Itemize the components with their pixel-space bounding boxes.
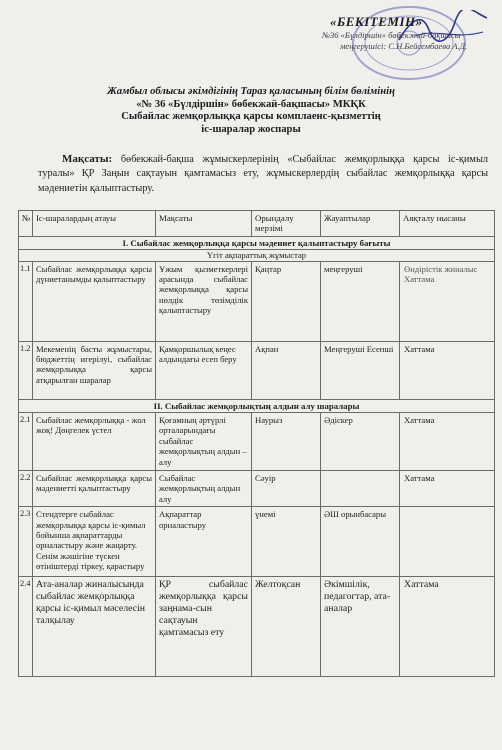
table-row (19, 413, 495, 471)
row-goal: Қамқоршылық кеңес алдындағы есеп беру (156, 341, 252, 399)
header-num: № (19, 211, 33, 237)
row-num: 2.1 (19, 413, 33, 471)
row-name: Сыбайлас жемқорлыққа - жол жоқ! Дөңгелек үстел (33, 413, 156, 471)
row-form: Хаттама (400, 471, 495, 507)
row-goal: Сыбайлас жемқорлықтың алдын алу (156, 471, 252, 507)
heading-line-2: «№ 36 «Бүлдіршін» бөбекжай-бақшасы» МКҚК (136, 98, 366, 110)
row-form: Хаттама (400, 413, 495, 471)
header-goal: Мақсаты (156, 211, 252, 237)
row-responsible (321, 471, 400, 507)
heading-line-1: Жамбыл облысы әкімдігінің Тараз қаласының білім бөлімінің (107, 86, 395, 97)
row-form: Өндірістік жиналыс Хаттама (400, 261, 495, 341)
row-responsible: Әкімшілік, педагогтар, ата-аналар (321, 577, 400, 677)
row-responsible: Әдіскер (321, 413, 400, 471)
row-responsible: Меңгеруші Есепші (321, 341, 400, 399)
goal-text: бөбекжай-бақша жұмыскерлерінің «Сыбайлас жемқорлыққа қарсы іс-қимыл туралы» ҚР Заңын сақтауын қамтамасыз ету, жұмыскерлердің сыбайлас жемқорлыққа қарсы мәдениетін қалыптастыру. (38, 154, 488, 194)
subsection-title-1: Үгіт ақпараттық жұмыстар (19, 250, 495, 261)
row-term: Наурыз (252, 413, 321, 471)
header-form: Аяқталу нысаны (400, 211, 495, 237)
goal-label: Мақсаты: (62, 153, 113, 165)
approval-line-1: №36 «Бүлдіршін» бөбекжай-бақшасы (322, 30, 461, 40)
row-term: үнемі (252, 507, 321, 577)
table-row (19, 341, 495, 399)
row-name: Мекеменің басты жұмыстары, бюджеттің игерілуі, сыбайлас жемқорлыққа қарсы атқарылған шаралар (33, 341, 156, 399)
table-row (19, 577, 495, 677)
header-name: Іс-шаралардың атауы (33, 211, 156, 237)
row-term: Қаңтар (252, 261, 321, 341)
section-title-1: І. Сыбайлас жемқорлыққа қарсы мәдениет қалыптастыру бағыты (19, 236, 495, 249)
table-header-row (19, 211, 495, 237)
heading-line-3: Сыбайлас жемқорлыққа қарсы комплаенс-қызметтің (121, 111, 381, 122)
goal-paragraph (38, 152, 488, 196)
row-name: Сыбайлас жемқорлыққа қарсы дүниетанымды қалыптастыру (33, 261, 156, 341)
row-goal: Ақпараттар орналастыру (156, 507, 252, 577)
row-form: Хаттама (400, 577, 495, 677)
row-term: Желтоқсан (252, 577, 321, 677)
row-goal: Ұжым қызметкерлері арасында сыбайлас жемқорлыққа қарсы нөлдік төзімділік қалыптастыру (156, 261, 252, 341)
row-responsible: меңгеруші (321, 261, 400, 341)
row-name: Стендтерге сыбайлас жемқорлыққа қарсы іс-қимыл бойынша ақпараттарды орналастыру және жаңарту. Сенім жәшігіне түскен өтініштерді тіркеу, қарастыру (33, 507, 156, 577)
row-term: Сәуір (252, 471, 321, 507)
row-num: 1.1 (19, 261, 33, 341)
row-num: 1.2 (19, 341, 33, 399)
heading-line-4: іс-шаралар жоспары (201, 123, 301, 135)
subsection-row-1 (19, 250, 495, 261)
row-goal: Қоғамның әртүрлі орталарындағы сыбайлас жемқорлықтың алдын – алу (156, 413, 252, 471)
section-row-2 (19, 399, 495, 412)
header-responsible: Жауаптылар (321, 211, 400, 237)
table-row (19, 507, 495, 577)
approval-line-2: меңгерушісі: С.Н.Бейсембаева А.Д. (340, 41, 468, 51)
row-num: 2.2 (19, 471, 33, 507)
row-form: Хаттама (400, 341, 495, 399)
row-term: Ақпан (252, 341, 321, 399)
table-row (19, 261, 495, 341)
approval-block (300, 14, 498, 52)
row-form (400, 507, 495, 577)
table-row (19, 471, 495, 507)
section-title-2: ІІ. Сыбайлас жемқорлықтың алдын алу шаралары (19, 399, 495, 412)
document-heading (40, 86, 462, 136)
row-responsible: ӘШ орынбасары (321, 507, 400, 577)
header-term: Орындалу мерзімі (252, 211, 321, 237)
row-name: Ата-аналар жиналысында сыбайлас жемқорлыққа қарсы іс-қимыл мәселесін талқылау (33, 577, 156, 677)
plan-table (18, 210, 495, 677)
row-goal: ҚР сыбайлас жемқорлыққа қарсы заңнама-сын сақтауын қамтамасыз ету (156, 577, 252, 677)
section-row-1 (19, 236, 495, 249)
row-num: 2.3 (19, 507, 33, 577)
row-name: Сыбайлас жемқорлыққа қарсы мәдениетті қалыптастыру (33, 471, 156, 507)
approval-title: «БЕКІТЕМІН» (330, 14, 423, 29)
row-num: 2.4 (19, 577, 33, 677)
